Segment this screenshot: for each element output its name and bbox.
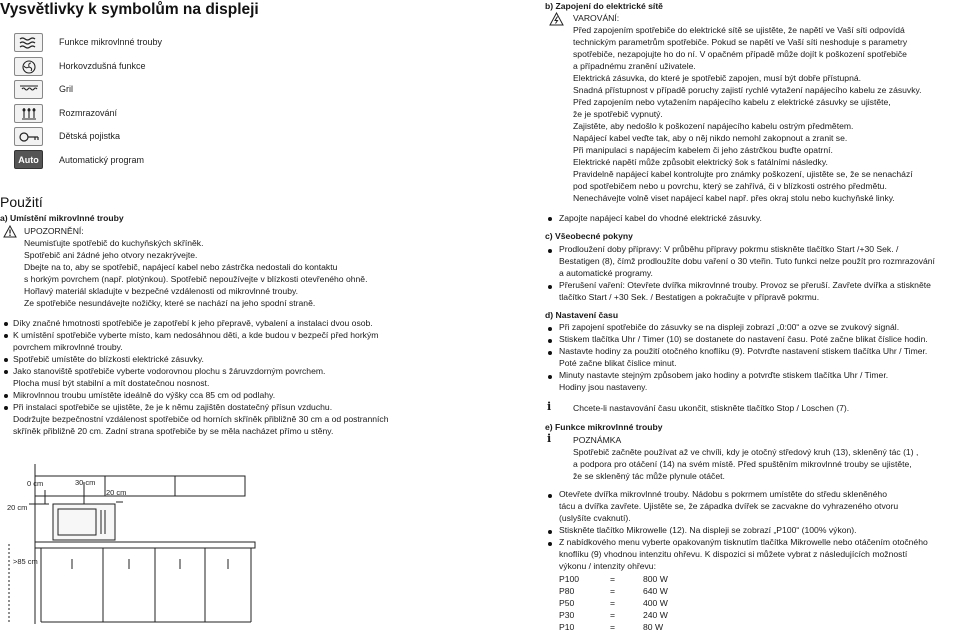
symbol-label-hot-air: Horkovzdušná funkce — [59, 61, 146, 71]
section-d-bullet: Nastavte hodiny za použití otočného knoflíku (9). Potvrďte nastavení stiskem tlačítka Uhr / Timer. — [559, 346, 928, 356]
section-b-heading: b) Zapojení do elektrické sítě — [545, 1, 663, 11]
auto-badge-text: Auto — [18, 154, 39, 165]
power-eq: = — [610, 598, 616, 608]
section-b-warning-line: Pravidelně napájecí kabel kontrolujte pro známky poškození, ujistěte se, že se nenachází — [573, 169, 913, 179]
section-b-warning-line: Snadná přístupnost v případě poruchy zajistí rychlé vytažení napájecího kabelu ze zásuvky. — [573, 85, 922, 95]
section-a-bullet: Dodržujte bezpečnostní vzdálenost spotřebiče od horních skříněk přibližně 30 cm a od postranních — [13, 414, 389, 424]
bullet-dot — [4, 358, 8, 362]
bullet-dot — [548, 327, 552, 331]
section-a-bullet: Při instalaci spotřebiče se ujistěte, že je k němu zajištěn dostatečný přísun vzduchu. — [13, 402, 333, 412]
section-a-bullet: Plocha musí být stabilní a mít dostatečnou nosnost. — [13, 378, 210, 388]
section-d-info: Chcete-li nastavování času ukončit, stiskněte tlačítko Stop / Loschen (7). — [573, 403, 850, 413]
power-code: P30 — [559, 610, 575, 620]
section-a-caution-line: Dbejte na to, aby se spotřebič, napájecí kabel nebo zástrčka nedostali do kontaktu — [24, 262, 338, 272]
child-lock-key-icon — [14, 127, 43, 146]
section-a-caution-label: UPOZORNĚNÍ: — [24, 226, 84, 236]
section-b-warning-line: Před zapojením nebo vytažením napájecího kabelu z elektrické zásuvky se ujistěte, — [573, 97, 891, 107]
bullet-dot — [548, 375, 552, 379]
section-d-bullet: Při zapojení spotřebiče do zásuvky se na displeji zobrazí „0:00“ a ozve se zvukový signál. — [559, 322, 900, 332]
power-code: P10 — [559, 622, 575, 632]
section-e-note-label: POZNÁMKA — [573, 435, 622, 445]
page-title: Vysvětlivky k symbolům na displeji — [0, 1, 259, 18]
warning-triangle-icon — [3, 225, 17, 240]
section-e-note-line: Spotřebič začněte používat až ve chvíli, kdy je otočný středový kruh (13), skleněný tác (1) , — [573, 447, 919, 457]
symbol-label-microwave: Funkce mikrovlnné trouby — [59, 37, 163, 47]
bullet-dot — [548, 351, 552, 355]
section-e-heading: e) Funkce mikrovlnné trouby — [545, 422, 663, 432]
bullet-dot — [548, 530, 552, 534]
section-c-bullet: Prodloužení doby přípravy: V průběhu přípravy pokrmu stiskněte tlačítko Start /+30 Sek. / — [559, 244, 899, 254]
section-d-bullet: Poté začne blikat číslice minut. — [559, 358, 677, 368]
section-c-bullet: tlačítko Start / +30 Sek. / Bestatigen a pokračujte v přípravě pokrmu. — [559, 292, 820, 302]
diagram-label-85cm: >85 cm — [13, 557, 38, 566]
section-a-bullet: Jako stanoviště spotřebiče vyberte vodorovnou plochu s žáruvzdorným povrchem. — [13, 366, 326, 376]
section-b-warning-line: Napájecí kabel veďte tak, aby o něj nikdo nemohl zakopnout a zranit se. — [573, 133, 848, 143]
section-d-heading: d) Nastavení času — [545, 310, 619, 320]
power-code: P50 — [559, 598, 575, 608]
section-c-bullet: Přerušení vaření: Otevřete dvířka mikrovlnné trouby. Provoz se přeruší. Zavřete dvířka a stiskněte — [559, 280, 931, 290]
section-a-bullet: Mikrovlnnou troubu umístěte ideálně do výšky cca 85 cm od podlahy. — [13, 390, 276, 400]
section-b-warning-line: Před zapojením spotřebiče do elektrické sítě se ujistěte, že napětí ve Vaší síti odpovídá — [573, 25, 905, 35]
bullet-dot — [548, 249, 552, 253]
section-d-bullet: Hodiny jsou nastaveny. — [559, 382, 648, 392]
power-watts: 240 W — [643, 610, 668, 620]
section-c-bullet: a automatické programy. — [559, 268, 653, 278]
diagram-label-20cm-right: 20 cm — [106, 488, 127, 497]
bullet-dot — [4, 322, 8, 326]
section-a-bullet: skříněk přibližně 20 cm. Zadní strana spotřebiče by se měla nacházet přímo u stěny. — [13, 426, 334, 436]
symbol-label-defrost: Rozmrazování — [59, 108, 118, 118]
section-a-bullet: Díky značné hmotnosti spotřebiče je zapotřebí k jeho přepravě, vybalení a instalaci dvou osob. — [13, 318, 373, 328]
section-b-warning-label: VAROVÁNÍ: — [573, 13, 620, 23]
diagram-label-30cm: 30 cm — [75, 478, 96, 487]
bullet-dot — [548, 542, 552, 546]
info-icon: i — [547, 400, 552, 413]
bullet-dot — [4, 394, 8, 398]
section-a-caution-line: Hořlavý materiál skladujte v bezpečné vzdálenosti od mikrovlnné trouby. — [24, 286, 299, 296]
power-watts: 640 W — [643, 586, 668, 596]
symbol-label-child-lock: Dětská pojistka — [59, 131, 121, 141]
power-eq: = — [610, 610, 616, 620]
section-title: Použití — [0, 194, 43, 210]
placement-diagram — [5, 464, 265, 632]
diagram-label-20cm-left: 20 cm — [7, 503, 28, 512]
section-a-bullet: K umístění spotřebiče vyberte místo, kam nedosáhnou děti, a kde budou v bezpečí před horkým — [13, 330, 379, 340]
section-e-bullet: výkonu / intenzity ohřevu: — [559, 561, 656, 571]
section-c-heading: c) Všeobecné pokyny — [545, 231, 633, 241]
section-b-warning-line: pod spotřebičem nebo u povrchu, který se zahřívá, či v blízkosti ostrého předmětu. — [573, 181, 887, 191]
section-b-warning-line: že je spotřebič vypnutý. — [573, 109, 663, 119]
symbol-label-grill: Gril — [59, 84, 73, 94]
diagram-label-0cm: 0 cm — [27, 479, 44, 488]
section-d-bullet: Stiskem tlačítka Uhr / Timer (10) se dostanete do nastavení času. Poté začne blikat číslice hodin. — [559, 334, 928, 344]
section-e-note-line: že se skleněný tác může plynule otáčet. — [573, 471, 725, 481]
section-a-caution-line: Spotřebič ani žádné jeho otvory nezakrývejte. — [24, 250, 198, 260]
power-watts: 80 W — [643, 622, 664, 632]
power-eq: = — [610, 622, 616, 632]
section-e-bullet: Stiskněte tlačítko Mikrowelle (12). Na displeji se zobrazí „P100“ (100% výkon). — [559, 525, 857, 535]
section-d-bullet: Minuty nastavte stejným způsobem jako hodiny a potvrďte stiskem tlačítka Uhr / Timer. — [559, 370, 889, 380]
power-code: P100 — [559, 574, 580, 584]
section-e-bullet: Otevřete dvířka mikrovlnné trouby. Nádobu s pokrmem umístěte do středu skleněného — [559, 489, 887, 499]
section-a-caution-line: Neumisťujte spotřebič do kuchyňských skříněk. — [24, 238, 204, 248]
bullet-dot — [4, 370, 8, 374]
section-a-bullet: povrchem mikrovlnné trouby. — [13, 342, 123, 352]
auto-program-icon — [14, 150, 43, 169]
section-a-caution-line: Ze spotřebiče nesundávejte nožičky, které se nachází na jeho spodní straně. — [24, 298, 316, 308]
defrost-icon — [14, 104, 43, 123]
section-e-bullet: (uslyšíte cvaknutí). — [559, 513, 631, 523]
power-code: P80 — [559, 586, 575, 596]
hot-air-fan-icon — [14, 57, 43, 76]
section-b-bullet: Zapojte napájecí kabel do vhodné elektrické zásuvky. — [559, 213, 762, 223]
power-watts: 800 W — [643, 574, 668, 584]
section-b-warning-line: Zajistěte, aby nedošlo k poškození napájecího kabelu ostrým předmětem. — [573, 121, 854, 131]
section-b-warning-line: a případnému zranění uživatele. — [573, 61, 696, 71]
section-e-bullet: knoflíku (9) vhodnou intenzitu ohřevu. K dispozici si můžete vybrat z následujících možností — [559, 549, 908, 559]
power-eq: = — [610, 586, 616, 596]
section-c-bullet: Bestatigen (8), čímž prodloužíte dobu vaření o 30 vteřin. Tuto funkci nelze použít pro rozmrazování — [559, 256, 935, 266]
bullet-dot — [548, 285, 552, 289]
info-icon: i — [547, 432, 552, 445]
symbol-label-auto: Automatický program — [59, 155, 145, 165]
section-a-heading: a) Umístění mikrovlnné trouby — [0, 213, 124, 223]
section-b-warning-line: spotřebiče, nezapojujte ho do ní. V opačném případě může dojít k poškození spotřebiče — [573, 49, 907, 59]
section-b-warning-line: Při manipulaci s napájecím kabelem či jeho zástrčkou buďte opatrní. — [573, 145, 833, 155]
bullet-dot — [4, 406, 8, 410]
bullet-dot — [548, 217, 552, 221]
section-a-caution-line: s horkým povrchem (např. plotýnkou). Spotřebič nepoužívejte v blízkosti otevřeného ohně. — [24, 274, 368, 284]
bullet-dot — [4, 334, 8, 338]
bullet-dot — [548, 339, 552, 343]
section-a-bullet: Spotřebič umístěte do blízkosti elektrické zásuvky. — [13, 354, 204, 364]
grill-icon — [14, 80, 43, 99]
power-eq: = — [610, 574, 616, 584]
power-watts: 400 W — [643, 598, 668, 608]
microwave-waves-icon — [14, 33, 43, 52]
section-b-warning-line: technickým parametrům spotřebiče. Pokud se napětí ve Vaší síti neshoduje s parametry — [573, 37, 908, 47]
section-e-note-line: a podpora pro otáčení (14) na svém místě. Před spuštěním mikrovlnné trouby se ujistěte, — [573, 459, 912, 469]
section-b-warning-line: Nenechávejte volně viset napájecí kabel např. přes okraj stolu nebo kuchyňské linky. — [573, 193, 895, 203]
electric-warning-icon — [549, 12, 564, 28]
section-e-bullet: Z nabídkového menu vyberte opakovaným tisknutím tlačítka Mikrowelle nebo otáčením otočného — [559, 537, 928, 547]
bullet-dot — [548, 494, 552, 498]
section-e-bullet: tácu a dvířka zavřete. Ujistěte se, že západka dvířek se zacvakne do vyhrazeného otvoru — [559, 501, 899, 511]
section-b-warning-line: Elektrické napětí může způsobit elektrický šok s fatálními následky. — [573, 157, 828, 167]
section-b-warning-line: Elektrická zásuvka, do které je spotřebič zapojen, musí být dobře přístupná. — [573, 73, 862, 83]
